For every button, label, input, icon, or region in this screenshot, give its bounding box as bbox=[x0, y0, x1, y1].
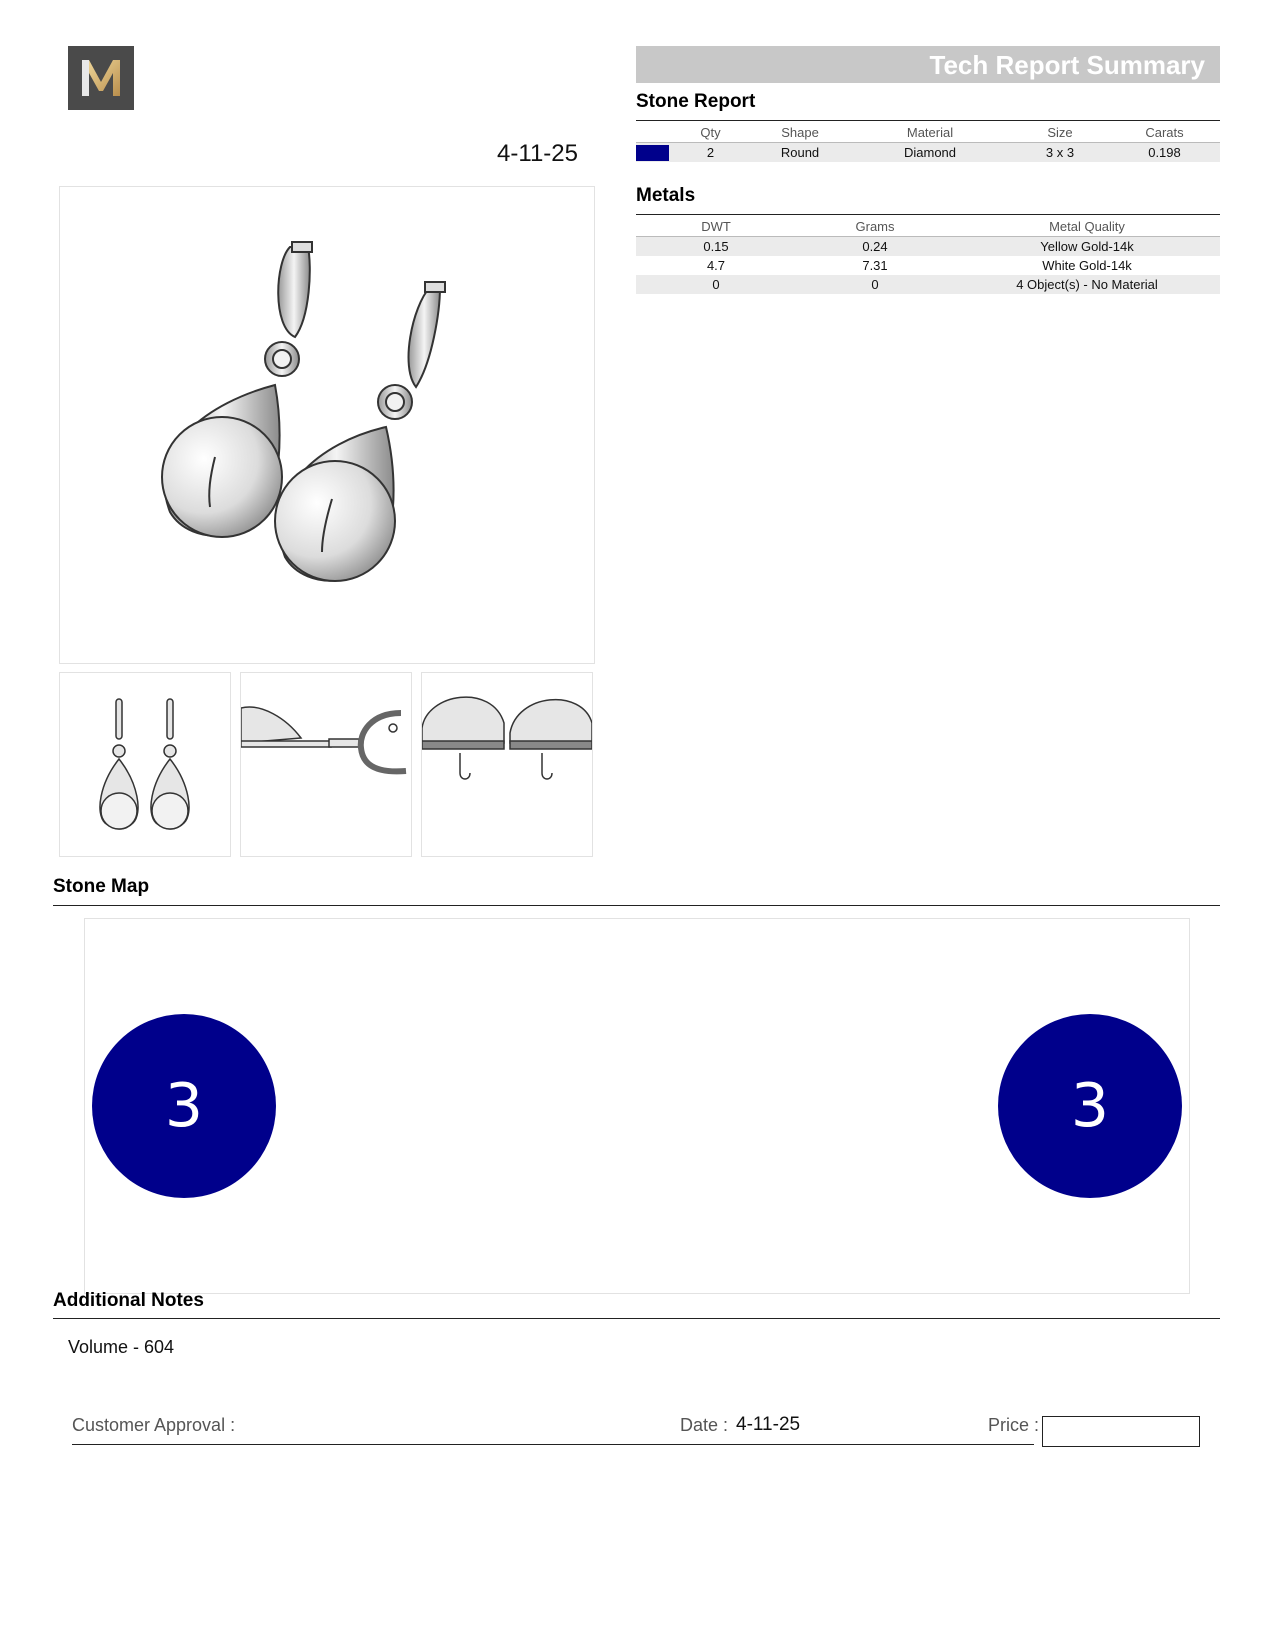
approval-signature-line[interactable] bbox=[72, 1444, 1034, 1445]
col-header-shape: Shape bbox=[751, 122, 849, 143]
metals-header-row bbox=[636, 216, 1220, 237]
earrings-render-image bbox=[60, 187, 594, 663]
col-header-carats: Carats bbox=[1109, 122, 1220, 143]
swatch-col-header bbox=[636, 122, 670, 143]
metal-grams: 7.31 bbox=[862, 258, 888, 273]
col-header-qty: Qty bbox=[670, 122, 751, 143]
stone-color-swatch bbox=[636, 145, 669, 161]
stone-shape: Round bbox=[751, 143, 849, 163]
metal-grams: 0.24 bbox=[796, 237, 954, 257]
price-input-box[interactable] bbox=[1042, 1416, 1200, 1447]
stone-report-table bbox=[636, 122, 1220, 162]
stone-marker-1: 3 bbox=[92, 1014, 276, 1198]
col-header-dwt: DWT bbox=[636, 216, 796, 237]
stone-material: Diamond bbox=[849, 143, 1011, 163]
metal-dwt: 0 bbox=[636, 275, 796, 294]
metal-grams: 0 bbox=[796, 275, 954, 294]
additional-notes-title: Additional Notes bbox=[53, 1290, 204, 1311]
thumbnail-bottom-view bbox=[421, 672, 593, 857]
stone-carats: 0.198 bbox=[1109, 143, 1220, 163]
report-title-bar bbox=[636, 46, 1220, 83]
volume-note: Volume - 604 bbox=[68, 1337, 175, 1357]
approval-date-value: 4-11-25 bbox=[736, 1414, 801, 1435]
stone-size: 3 x 3 bbox=[1011, 143, 1109, 163]
bottom-view-image bbox=[422, 673, 592, 856]
metals-title: Metals bbox=[636, 185, 696, 206]
thumbnail-side-view bbox=[240, 672, 412, 857]
metal-quality: White Gold-14k bbox=[1042, 258, 1132, 273]
logo-m-mark bbox=[68, 46, 134, 110]
metals-rule bbox=[636, 214, 1220, 215]
product-render-main bbox=[59, 186, 595, 664]
metals-table bbox=[636, 216, 1220, 294]
col-header-metal-quality: Metal Quality bbox=[954, 216, 1220, 237]
company-logo bbox=[68, 46, 134, 110]
price-label: Price : bbox=[988, 1415, 1040, 1435]
front-view-image bbox=[60, 673, 230, 856]
stone-report-rule bbox=[636, 120, 1220, 121]
table-row bbox=[636, 143, 1220, 163]
stone-map-canvas bbox=[84, 918, 1190, 1294]
table-row bbox=[636, 256, 1220, 275]
approval-date-label: Date : bbox=[680, 1415, 729, 1435]
additional-notes-rule bbox=[53, 1318, 1220, 1319]
thumbnail-front-view bbox=[59, 672, 231, 857]
metal-quality: Yellow Gold-14k bbox=[954, 237, 1220, 257]
customer-approval-label: Customer Approval : bbox=[72, 1415, 236, 1435]
metal-quality: 4 Object(s) - No Material bbox=[954, 275, 1220, 294]
stone-marker-2: 3 bbox=[998, 1014, 1182, 1198]
side-view-image bbox=[241, 673, 411, 856]
stone-qty: 2 bbox=[670, 143, 751, 163]
col-header-material: Material bbox=[849, 122, 1011, 143]
table-row bbox=[636, 237, 1220, 257]
table-row bbox=[636, 275, 1220, 294]
col-header-grams: Grams bbox=[796, 216, 954, 237]
stone-report-title: Stone Report bbox=[636, 91, 756, 112]
stone-report-header-row bbox=[636, 122, 1220, 143]
metal-dwt: 0.15 bbox=[636, 237, 796, 257]
report-title: Tech Report Summary bbox=[929, 50, 1205, 80]
col-header-size: Size bbox=[1011, 122, 1109, 143]
metal-dwt: 4.7 bbox=[706, 258, 726, 273]
report-date: 4-11-25 bbox=[497, 140, 578, 167]
stone-map-title: Stone Map bbox=[53, 876, 150, 897]
stone-map-rule bbox=[53, 905, 1220, 906]
